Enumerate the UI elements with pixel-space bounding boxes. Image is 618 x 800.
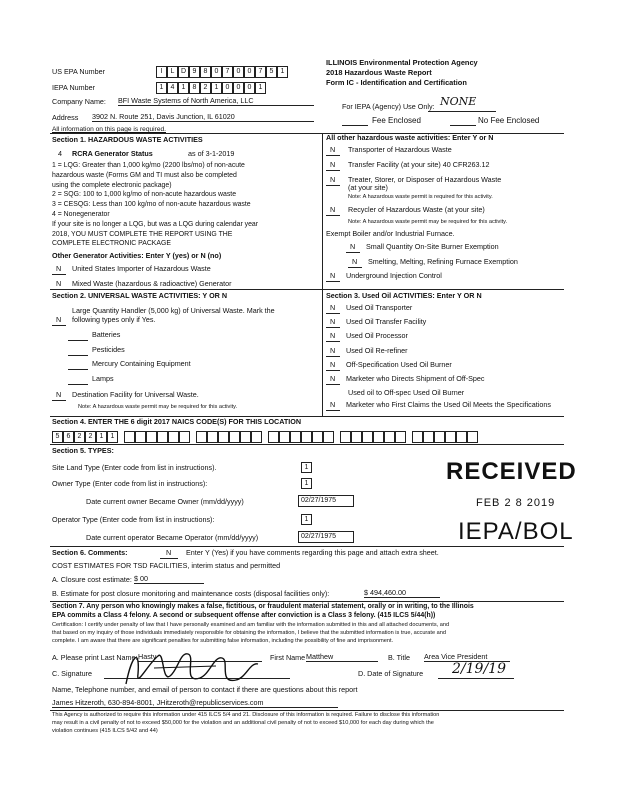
generator-status-number[interactable]: 4	[58, 149, 62, 158]
iepa-digit-box[interactable]: 1	[211, 82, 222, 94]
destination-permit-note: Note: A hazardous waste permit may be required for this activity.	[78, 404, 238, 410]
naics-empty-box[interactable]	[207, 431, 218, 443]
contact-field[interactable]: James Hitzeroth, 630-894-8001, JHitzeroth@republicservices.com	[52, 699, 338, 708]
naics-empty-box[interactable]	[384, 431, 395, 443]
received-stamp-date: FEB 2 8 2019	[476, 497, 556, 509]
small-burner-label: Small Quantity On-Site Burner Exemption	[366, 242, 499, 251]
epa-digit-box[interactable]: 5	[266, 66, 277, 78]
legend-line: 4 = Nonegenerator	[52, 211, 110, 218]
address-label: Address	[52, 113, 79, 122]
iepa-digit-box[interactable]: 4	[167, 82, 178, 94]
naics-empty-box[interactable]	[301, 431, 312, 443]
at-site-text: (at your site)	[348, 183, 388, 192]
used-oil-label: Used Oil Re-refiner	[346, 345, 408, 355]
used-oil-value[interactable]: N	[330, 374, 336, 383]
used-oil-value[interactable]: N	[330, 303, 336, 312]
exempt-boiler-heading: Exempt Boiler and/or Industrial Furnace.	[326, 229, 455, 238]
epa-digit-box[interactable]: 7	[222, 66, 233, 78]
epa-digit-box[interactable]: 8	[200, 66, 211, 78]
naics-empty-box[interactable]	[229, 431, 240, 443]
agency-use-label: For IEPA (Agency) Use Only:	[342, 102, 435, 111]
naics-empty-box[interactable]	[467, 431, 478, 443]
received-stamp-text: RECEIVED	[446, 458, 577, 485]
company-name-field[interactable]: BFI Waste Systems of North America, LLC	[118, 97, 314, 106]
universal-waste-type: Mercury Containing Equipment	[92, 359, 191, 368]
owner-date-label: Date current owner Became Owner (mm/dd/yyyy)	[86, 497, 244, 506]
destination-facility-value[interactable]: N	[56, 390, 62, 399]
other-haz-label: Treater, Storer, or Disposer of Hazardous Waste	[348, 175, 502, 184]
large-quantity-handler-line2: following types only if Yes.	[72, 315, 156, 324]
legend-line: hazardous waste (Forms GM and TI must also be completed	[52, 171, 237, 179]
operator-date-field[interactable]: 02/27/1975	[298, 531, 354, 543]
legend-line: If your site is no longer a LQG, but was a LQG during calendar year	[52, 220, 259, 228]
section1-title: Section 1. HAZARDOUS WASTE ACTIVITIES	[52, 135, 203, 144]
last-name-field[interactable]: Hasty	[138, 653, 262, 662]
destination-facility-label: Destination Facility for Universal Waste.	[72, 390, 199, 399]
naics-empty-box[interactable]	[323, 431, 334, 443]
recycler-label: Recycler of Hazardous Waste (at your site)	[348, 205, 485, 214]
other-haz-title: All other hazardous waste activities: Enter Y or N	[326, 133, 494, 142]
naics-digit-box[interactable]: 1	[96, 431, 107, 443]
epa-digit-box[interactable]: 0	[211, 66, 222, 78]
permit-note-1: Note: A hazardous waste permit is required for this activity.	[348, 194, 493, 200]
used-oil-value[interactable]: N	[330, 331, 336, 341]
naics-empty-box[interactable]	[445, 431, 456, 443]
legend-line: COMPLETE ELECTRONIC PACKAGE	[52, 240, 171, 248]
site-land-type-field[interactable]: 1	[301, 462, 312, 473]
naics-empty-box[interactable]	[351, 431, 362, 443]
naics-empty-box[interactable]	[279, 431, 290, 443]
mixed-waste-value[interactable]: N	[56, 279, 62, 288]
first-claims-label: Marketer who First Claims the Used Oil Meets the Specifications	[346, 400, 551, 409]
universal-waste-type: Lamps	[92, 373, 114, 383]
smelting-label: Smelting, Melting, Refining Furnace Exemption	[368, 257, 518, 266]
naics-empty-box[interactable]	[179, 431, 190, 443]
used-oil-label: Used Oil Processor	[346, 331, 408, 341]
comments-value[interactable]: N	[166, 548, 172, 557]
cost-estimates-heading: COST ESTIMATES FOR TSD FACILITIES, interim status and permitted	[52, 561, 281, 570]
post-closure-field[interactable]: $ 494,460.00	[364, 589, 440, 598]
epa-digit-box[interactable]: 7	[255, 66, 266, 78]
recycler-value[interactable]: N	[330, 205, 336, 214]
importer-label: United States Importer of Hazardous Waste	[72, 264, 211, 273]
used-oil-label: Used Oil Transfer Facility	[346, 317, 427, 327]
naics-empty-box[interactable]	[124, 431, 135, 443]
form-title: Form IC - Identification and Certification	[326, 78, 467, 87]
certification-line: complete. I am aware that there are significant penalties for submitting false information, including the possibility of fine and imprisonment.	[52, 638, 394, 644]
naics-digit-box[interactable]: 6	[63, 431, 74, 443]
closure-cost-field[interactable]: $ 00	[134, 575, 204, 584]
epa-digit-box[interactable]: L	[167, 66, 178, 78]
iepa-digit-box[interactable]: 0	[244, 82, 255, 94]
large-quantity-handler-value[interactable]: N	[56, 315, 62, 324]
naics-empty-box[interactable]	[135, 431, 146, 443]
naics-empty-box[interactable]	[290, 431, 301, 443]
first-name-field[interactable]: Matthew	[306, 653, 378, 662]
naics-empty-box[interactable]	[251, 431, 262, 443]
iepa-digit-box[interactable]: 1	[156, 82, 167, 94]
section7-title-line1: Section 7. Any person who knowingly makes a false, fictitious, or fraudulent material statement, orally or in writing, to the Illinois	[52, 603, 474, 610]
universal-waste-type: Batteries	[92, 330, 121, 339]
report-title: 2018 Hazardous Waste Report	[326, 68, 432, 77]
legend-line: 2 = SQG: 100 to 1,000 kg/mo of non-acute hazardous waste	[52, 191, 237, 199]
address-field[interactable]: 3902 N. Route 251, Davis Junction, IL 61020	[92, 113, 314, 122]
title-field[interactable]: Area Vice President	[424, 653, 510, 662]
epa-digit-box[interactable]: D	[178, 66, 189, 78]
section3-title: Section 3. Used Oil ACTIVITIES: Enter Y OR N	[326, 291, 482, 300]
naics-empty-box[interactable]	[268, 431, 279, 443]
universal-waste-type: Pesticides	[92, 344, 125, 354]
naics-empty-box[interactable]	[146, 431, 157, 443]
operator-type-field[interactable]: 1	[301, 514, 312, 525]
footer-line: violation continues (415 ILCS 5/42 and 44)	[52, 728, 158, 734]
other-haz-value[interactable]: N	[330, 145, 336, 154]
certification-line: that based on my inquiry of those individuals immediately responsible for obtaining the information, I believe that the submitted information is true, accurate and	[52, 630, 446, 636]
naics-empty-box[interactable]	[395, 431, 406, 443]
small-burner-value[interactable]: N	[350, 242, 356, 251]
last-name-label: A. Please print Last Name:	[52, 653, 138, 662]
section2-title: Section 2. UNIVERSAL WASTE ACTIVITIES: Y OR N	[52, 291, 228, 300]
naics-empty-box[interactable]	[312, 431, 323, 443]
off-spec-burner-text: Used oil to Off-spec Used Oil Burner	[348, 388, 465, 397]
section4-title: Section 4. ENTER THE 6 digit 2017 NAICS CODE(S) FOR THIS LOCATION	[52, 417, 302, 426]
section7-title-line2: EPA commits a Class 4 felony. A second or subsequent offense after conviction is a Class 3 felony. (415 ILCS 5/44(h))	[52, 612, 436, 619]
date-signature-field[interactable]: 2/19/19	[452, 661, 506, 677]
section5-title: Section 5. TYPES:	[52, 446, 114, 455]
naics-digit-box[interactable]: 2	[74, 431, 85, 443]
first-claims-value[interactable]: N	[330, 400, 336, 409]
company-label: Company Name:	[52, 97, 106, 106]
naics-digit-box[interactable]: 1	[107, 431, 118, 443]
epa-digit-box[interactable]: 0	[233, 66, 244, 78]
owner-date-field[interactable]: 02/27/1975	[298, 495, 354, 507]
uic-value[interactable]: N	[330, 271, 336, 280]
legend-line: 2018, YOU MUST COMPLETE THE REPORT USING THE	[52, 230, 233, 238]
iepa-digit-box[interactable]: 2	[200, 82, 211, 94]
generator-status-date: as of 3-1-2019	[188, 149, 235, 158]
closure-cost-label: A. Closure cost estimate:	[52, 575, 132, 584]
iepa-number-label: IEPA Number	[52, 83, 96, 92]
title-label: B. Title	[388, 653, 410, 662]
contact-label: Name, Telephone number, and email of person to contact if there are questions about this report	[52, 685, 358, 694]
no-fee-enclosed[interactable]: No Fee Enclosed	[478, 116, 540, 125]
post-closure-label: B. Estimate for post closure monitoring and maintenance costs (disposal facilities only):	[52, 589, 330, 598]
naics-empty-box[interactable]	[168, 431, 179, 443]
used-oil-label: Off-Specification Used Oil Burner	[346, 359, 452, 369]
used-oil-value[interactable]: N	[330, 317, 336, 327]
owner-type-label: Owner Type (Enter code from list in instructions):	[52, 479, 208, 488]
other-haz-value[interactable]: N	[330, 175, 336, 184]
legend-line: 3 = CESQG: Less than 100 kg/mo of non-acute hazardous waste	[52, 201, 251, 209]
signature-label: C. Signature	[52, 669, 92, 678]
iepa-digit-box[interactable]: 0	[222, 82, 233, 94]
smelting-value[interactable]: N	[352, 257, 358, 266]
epa-digit-box[interactable]: 9	[189, 66, 200, 78]
naics-empty-box[interactable]	[434, 431, 445, 443]
naics-empty-box[interactable]	[412, 431, 423, 443]
owner-type-field[interactable]: 1	[301, 478, 312, 489]
other-generator-heading: Other Generator Activities: Enter Y (yes) or N (no)	[52, 251, 222, 260]
received-stamp-office: IEPA/BOL	[458, 518, 574, 545]
used-oil-label: Marketer who Directs Shipment of Off-Spec	[346, 374, 485, 383]
naics-empty-box[interactable]	[373, 431, 384, 443]
legend-line: using the complete electronic package)	[52, 181, 172, 189]
epa-digit-box[interactable]: 0	[244, 66, 255, 78]
used-oil-value[interactable]: N	[330, 345, 336, 355]
section6-title: Section 6. Comments:	[52, 548, 128, 557]
epa-digit-box[interactable]: I	[156, 66, 167, 78]
naics-empty-box[interactable]	[218, 431, 229, 443]
used-oil-label: Used Oil Transporter	[346, 303, 413, 312]
footer-line: may result in a civil penalty of not to exceed $50,000 for the violation and an additional civil penalty of not to exceed $10,000 for each day during which the	[52, 720, 434, 726]
naics-empty-box[interactable]	[340, 431, 351, 443]
fee-enclosed[interactable]: Fee Enclosed	[372, 116, 421, 125]
epa-digit-box[interactable]: 1	[277, 66, 288, 78]
other-haz-label: Transporter of Hazardous Waste	[348, 145, 452, 154]
naics-empty-box[interactable]	[157, 431, 168, 443]
comments-instructions: Enter Y (Yes) if you have comments regarding this page and attach extra sheet.	[186, 548, 439, 557]
naics-empty-box[interactable]	[362, 431, 373, 443]
other-haz-value[interactable]: N	[330, 160, 336, 169]
other-haz-label: Transfer Facility (at your site) 40 CFR263.12	[348, 160, 490, 169]
iepa-digit-box[interactable]: 0	[233, 82, 244, 94]
naics-empty-box[interactable]	[240, 431, 251, 443]
iepa-digit-box[interactable]: 1	[178, 82, 189, 94]
agency-name: ILLINOIS Environmental Protection Agency	[326, 58, 478, 67]
generator-status-label: RCRA Generator Status	[72, 149, 153, 158]
first-name-label: First Name	[270, 653, 306, 662]
legend-line: 1 = LQG: Greater than 1,000 kg/mo (2200 lbs/mo) of non-acute	[52, 162, 245, 169]
agency-use-handwriting: NONE	[440, 95, 477, 108]
importer-value[interactable]: N	[56, 264, 62, 273]
site-land-type-label: Site Land Type (Enter code from list in instructions).	[52, 463, 217, 472]
operator-date-label: Date current operator Became Operator (mm/dd/yyyy)	[86, 533, 259, 542]
iepa-digit-box[interactable]: 8	[189, 82, 200, 94]
all-info-note: All information on this page is required.	[52, 126, 166, 133]
permit-note-2: Note: A hazardous waste permit may be required for this activity.	[348, 219, 508, 225]
certification-line: Certification: I certify under penalty of law that I have personally examined and am familiar with the information submitted in this and all attached documents, and	[52, 622, 450, 628]
footer-line: This Agency is authorized to require this information under 415 ILCS 5/4 and 21. Disclosure of this information is required. Failure to disclose this information	[52, 712, 440, 718]
date-signature-label: D. Date of Signature	[358, 669, 424, 678]
naics-digit-box[interactable]: 5	[52, 431, 63, 443]
naics-empty-box[interactable]	[456, 431, 467, 443]
operator-type-label: Operator Type (Enter code from list in instructions):	[52, 515, 215, 524]
uic-label: Underground Injection Control	[346, 271, 442, 280]
naics-digit-box[interactable]: 2	[85, 431, 96, 443]
naics-empty-box[interactable]	[196, 431, 207, 443]
iepa-digit-box[interactable]: 1	[255, 82, 266, 94]
large-quantity-handler-line1: Large Quantity Handler (5,000 kg) of Universal Waste. Mark the	[72, 306, 275, 315]
naics-empty-box[interactable]	[423, 431, 434, 443]
mixed-waste-label: Mixed Waste (hazardous & radioactive) Generator	[72, 279, 232, 288]
epa-number-label: US EPA Number	[52, 67, 105, 76]
used-oil-value[interactable]: N	[330, 359, 336, 369]
